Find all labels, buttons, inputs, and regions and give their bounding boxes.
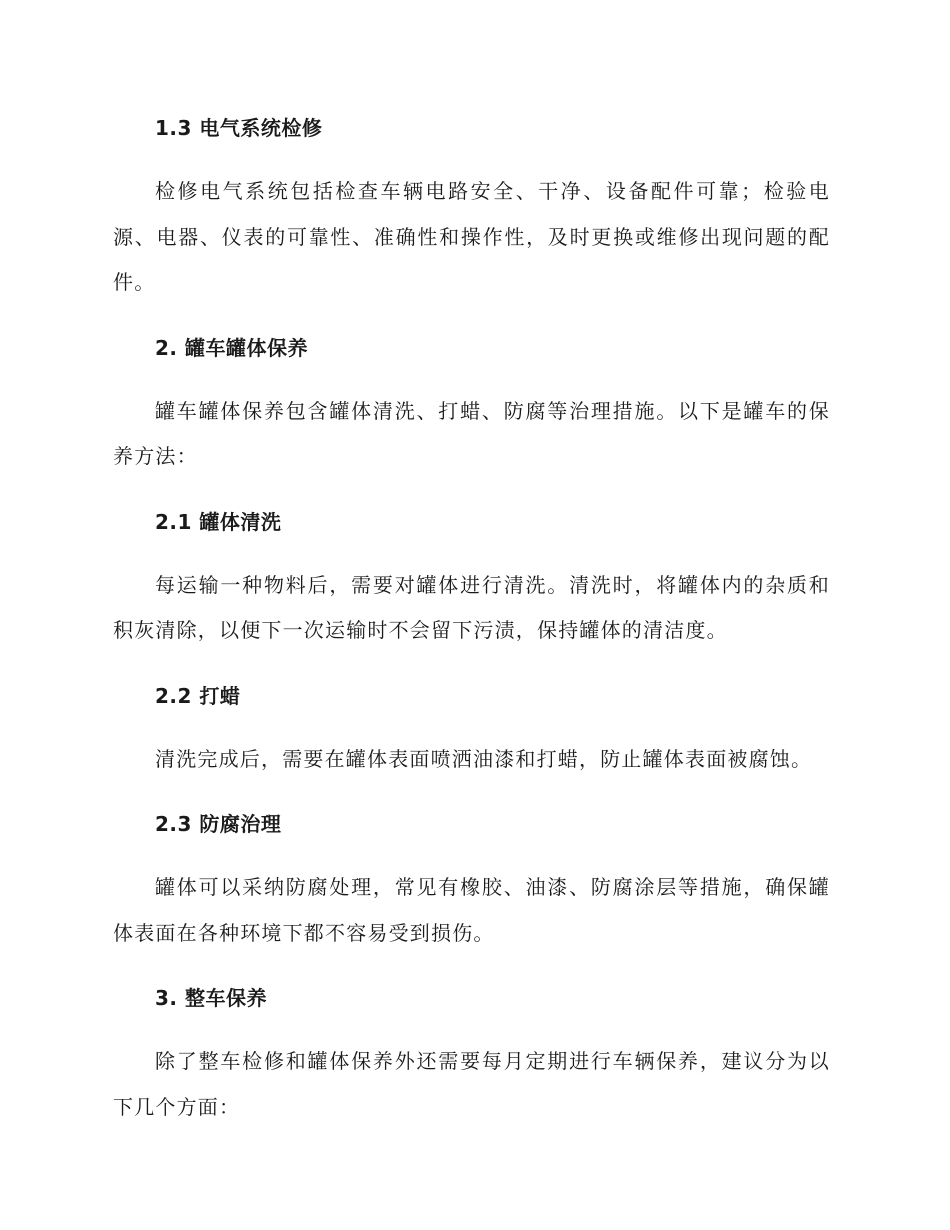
section-heading-1-3: 1.3 电气系统检修 bbox=[155, 116, 323, 140]
paragraph-vehicle-maintenance: 除了整车检修和罐体保养外还需要每月定期进行车辆保养，建议分为以下几个方面： bbox=[113, 1049, 830, 1119]
paragraph-electrical-system: 检修电气系统包括检查车辆电路安全、干净、设备配件可靠；检验电源、电器、仪表的可靠性、准确性和操作性，及时更换或维修出现问题的配件。 bbox=[113, 179, 830, 294]
section-heading-2-2: 2.2 打蜡 bbox=[155, 683, 241, 708]
paragraph-waxing: 清洗完成后，需要在罐体表面喷洒油漆和打蜡，防止罐体表面被腐蚀。 bbox=[155, 746, 813, 771]
section-heading-2-1: 2.1 罐体清洗 bbox=[155, 509, 282, 534]
paragraph-anticorrosion: 罐体可以采纳防腐处理，常见有橡胶、油漆、防腐涂层等措施，确保罐体表面在各种环境下都不容易受到损伤。 bbox=[113, 875, 830, 945]
section-heading-3: 3. 整车保养 bbox=[155, 986, 267, 1010]
paragraph-tank-cleaning: 每运输一种物料后，需要对罐体进行清洗。清洗时，将罐体内的杂质和积灰清除，以便下一次运输时不会留下污渍，保持罐体的清洁度。 bbox=[113, 572, 830, 642]
section-heading-2: 2. 罐车罐体保养 bbox=[155, 335, 308, 360]
paragraph-tank-maintenance: 罐车罐体保养包含罐体清洗、打蜡、防腐等治理措施。以下是罐车的保养方法： bbox=[113, 398, 830, 468]
section-heading-2-3: 2.3 防腐治理 bbox=[155, 812, 282, 836]
